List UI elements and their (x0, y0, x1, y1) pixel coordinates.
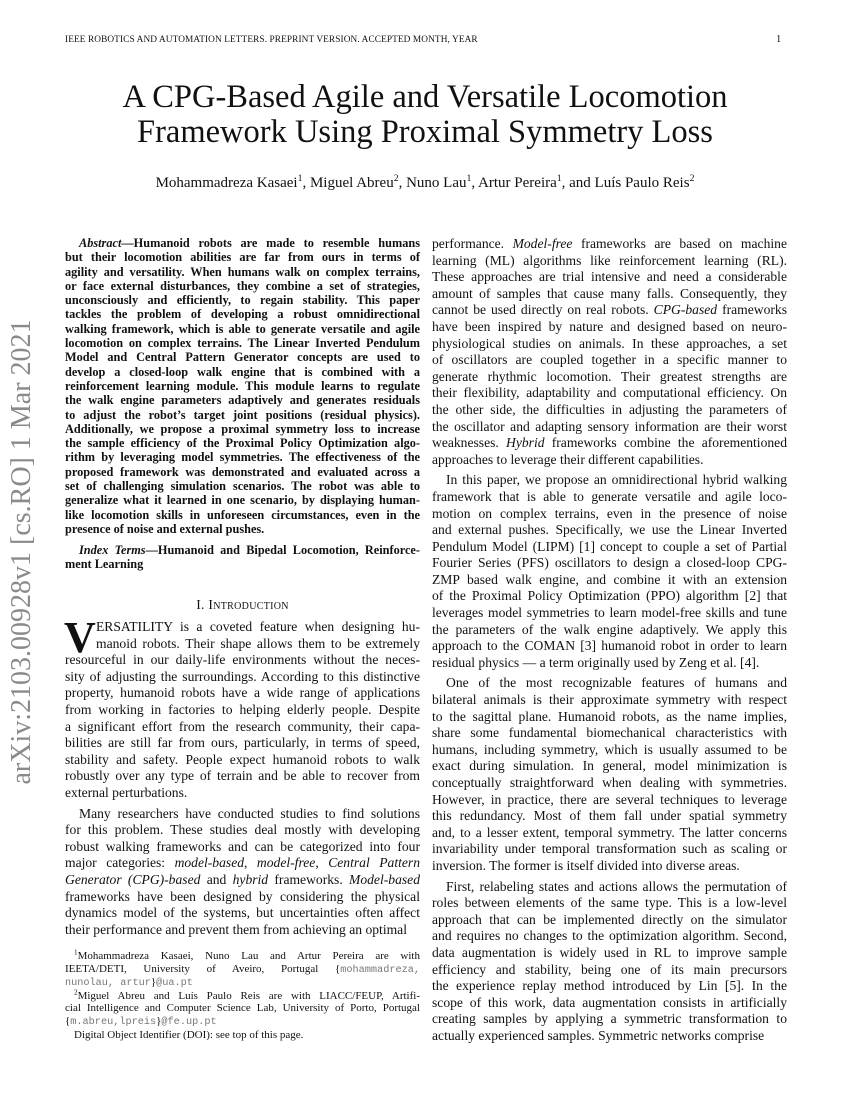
text-line: the walk engine parameters adaptively and generates residuals (65, 393, 420, 408)
text-line: presence of noise and external pushes. (65, 521, 265, 536)
text-line: agility and versatility. When humans walk on complex terrains, (65, 264, 420, 279)
text-line: Generator (CPG)-based and hybrid frameworks. Model-based (65, 871, 420, 887)
intro-paragraph-lines (64, 613, 420, 802)
text-line: of oscillators are coupled together in a specific manner to (432, 352, 787, 368)
text-line: but their locomotion abilities are far from ours in terms of (65, 250, 420, 265)
index-terms-paragraph (65, 543, 420, 572)
text-line: the experience replay method introduced by Lin [5]. In the (432, 978, 787, 994)
body-paragraph (432, 472, 787, 671)
text-line: tackles the problem of developing a robust omnidirectional (65, 307, 420, 322)
superscript: 1 (297, 173, 303, 184)
text-line: inversion. The former is itself divided into diverse areas. (432, 857, 740, 873)
text-line: humans, including symmetry, which is usually assumed to be (432, 741, 787, 757)
text-line: from working in factories to helping elderly people. Despite (65, 701, 420, 717)
text-line: exact during simulation. In general, model minimization is (432, 758, 787, 774)
text-line: rithm by leveraging model symmetries. The effectiveness of the (65, 450, 420, 465)
text-line: Additionally, we propose a proximal symmetry loss to increase (65, 421, 420, 436)
text-line: to adjust the robot’s target joint positions (residual physics). (65, 407, 420, 422)
footnote-affiliation-1 (65, 950, 420, 990)
text-line: invariability under temporal transformation such as scaling or (432, 841, 787, 857)
text-line: However, in practice, there are several techniques to leverage (432, 791, 787, 807)
text-line: These approaches are trial intensive and need a considerable (432, 269, 787, 285)
text-line: ment Learning (65, 557, 144, 572)
text-line: efficiency and stability, being one of its main precursors (432, 961, 787, 977)
text-line: external perturbations. (65, 784, 188, 800)
footnote-affiliation-2 (65, 990, 420, 1029)
text-line: generate rhythmic locomotion. Their greatest strengths are (432, 368, 787, 384)
text-line: sity of adjusting the surroundings. According to this distinctive (65, 668, 420, 684)
text-line: physiological studies on animals. In these approaches, a set (432, 335, 787, 351)
text-line: First, relabeling states and actions allows the permutation of (446, 878, 787, 894)
email-text: @fe.up.pt (161, 1015, 217, 1028)
text-line: and, to a lesser extent, temporal symmetry. The latter concerns (432, 824, 787, 840)
text-line: this redundancy. Most of them fall under spatial symmetry (432, 808, 787, 824)
body-paragraph (432, 879, 787, 1045)
text-line: IEETA/DETI, University of Aveiro, Portugal {mohammadreza, (65, 962, 420, 976)
text-line: scope of this work, data augmentation consists in artificially (432, 994, 787, 1010)
italic-text: hybrid (232, 871, 269, 887)
text-line: creating samples by applying a symmetric transformation to (432, 1011, 787, 1027)
text-line: set of challenging simulation scenarios. The robot was able to (65, 479, 420, 494)
text-line: cial Intelligence and Computer Science Lab, University of Porto, Portugal (65, 1002, 420, 1015)
text-line: to the sagittal plane. Humanoid robots, as the name implies, (432, 708, 787, 724)
email-text: m.abreu,lpreis (70, 1015, 157, 1028)
text-line: unconsciously and efficiently, to regain stability. This paper (65, 293, 420, 308)
italic-text: Model-free (512, 236, 573, 251)
text-line: ZMP based walk engine, and combine it with an extension (432, 571, 787, 587)
text-line: Model and Central Pattern Generator concepts are used to (65, 350, 420, 365)
text-line: proposed framework was demonstrated and evaluated across a (65, 464, 420, 479)
text-line: amount of samples that cause many falls. Consequently, they (432, 285, 787, 301)
text-line: Many researchers have conducted studies to find solutions (79, 805, 420, 821)
paper-title (0, 80, 850, 150)
text-line: major categories: model-based, model-free, Central Pattern (65, 855, 421, 871)
text-line: One of the most recognizable features of humans and (446, 675, 787, 691)
text-line: their flexibility, adaptability and computational efficiency. On (432, 385, 787, 401)
superscript: 2 (393, 173, 399, 184)
intro-paragraph (64, 613, 420, 802)
email-text: @ua.pt (156, 977, 193, 990)
section-heading: I. Introduction (196, 597, 289, 612)
text-line: Abstract—Humanoid robots are made to resemble humans (79, 236, 420, 250)
superscript: 1 (466, 173, 472, 184)
text-line: like locomotion skills in unforeseen circumstances, even in the (65, 507, 420, 522)
text-line: In this paper, we propose an omnidirectional hybrid walking (446, 472, 787, 488)
body-paragraph (432, 675, 787, 874)
text-line: share some fundamental biomechanical characteristics with (432, 725, 787, 741)
text-line: {m.abreu,lpreis}@fe.up.pt (65, 1014, 217, 1028)
text-line: approach to the COMAN [3] humanoid robot in order to learn (432, 638, 787, 654)
text-line: motion on complex terrains, even in the presence of noise (432, 505, 787, 521)
text-line: data augmentation is widely used in RL to improve sample (432, 944, 787, 960)
text-line: weaknesses. Hybrid frameworks combine the aforementioned (432, 435, 788, 451)
text-line: residual physics — a term originally used by Zeng et al. [4]. (432, 654, 760, 670)
footnote-doi (65, 1029, 420, 1042)
text-line: $^2$Miguel Abreu and Luís Paulo Reis are with LIACC/FEUP, Artifi- (74, 988, 420, 1002)
text-line: property, humanoid robots have a wide range of applications (65, 685, 420, 701)
italic-text: CPG-based (653, 302, 718, 318)
text-line: $^1$Mohammadreza Kasaei, Nuno Lau and Artur Pereira are with (74, 948, 420, 962)
title-line: A CPG-Based Agile and Versatile Locomotion (122, 79, 728, 115)
text-line: for this problem. These studies deal mostly with developing (65, 822, 420, 838)
arxiv-stamp: arXiv:2103.00928v1 [cs.RO] 1 Mar 2021 (6, 319, 37, 785)
intro-paragraph (65, 806, 420, 939)
text-line: leverages model symmetries to learn model-free skills and tune (432, 605, 787, 621)
email-text: mohammadreza, (340, 963, 420, 976)
text-line: frameworks have been designed by considering the physical (65, 888, 420, 904)
page-number: 1 (776, 34, 782, 45)
superscript: 1 (74, 948, 78, 957)
text-line: resourceful in our daily-life environments without the neces- (65, 652, 420, 668)
italic-text: Index Terms (79, 543, 146, 557)
text-line: the parameters of the walk engine adaptively. We apply this (432, 621, 787, 637)
text-line: the oscillator and adapting sensory information are their worst (432, 418, 787, 434)
text-line: approaches to leverage their different capabilities. (432, 451, 704, 467)
text-line: stability and safety. People expect humanoid robots to walk (65, 751, 420, 767)
text-line: or face external disturbances, they combine a set of strategies, (65, 278, 420, 293)
text-line: robustly over any type of terrain and be able to recover from (65, 768, 420, 784)
text-line: and requires no changes to the optimization algorithm. Second, (432, 928, 787, 944)
italic-text: Central Pattern (328, 855, 421, 871)
text-line: learning (ML) algorithms like reinforcement learning (RL). (432, 252, 787, 268)
abstract (65, 236, 420, 536)
text-line: Fourier Series (PFS) oscillators to design a closed-loop CPG- (432, 555, 787, 571)
text-line: the other side, the difficulties in adjusting the parameters of (432, 401, 787, 417)
italic-text: Model-based (349, 871, 420, 887)
superscript: 2 (74, 988, 78, 997)
text-line: develop a closed-loop walk engine that is combined with a (65, 364, 420, 379)
text-line: their performance and prevent them from achieving an optimal (65, 921, 407, 937)
text-line: the sample efficiency of the Proximal Policy Optimization algo- (65, 436, 420, 451)
superscript: 1 (556, 173, 562, 184)
text-line: actually experienced samples. Symmetric networks comprise (432, 1027, 765, 1043)
text-line: robust walking frameworks and can be categorized into four (65, 838, 420, 854)
text-line: framework that is able to generate versatile and agile loco- (432, 488, 787, 504)
footnotes (65, 950, 420, 1041)
text-line: cannot be used directly on real robots. CPG-based frameworks (432, 302, 788, 318)
italic-text: Generator (CPG)-based (65, 871, 201, 887)
index-terms (65, 543, 420, 572)
running-head: IEEE ROBOTICS AND AUTOMATION LETTERS. PREPRINT VERSION. ACCEPTED MONTH, YEAR (65, 35, 478, 45)
title-line: Framework Using Proximal Symmetry Loss (137, 114, 713, 150)
text-line: locomotion on complex terrains. The Linear Inverted Pendulum (65, 336, 420, 351)
text-line: generalize what it learned in one scenario, by displaying human- (65, 493, 420, 508)
italic-text: Abstract (79, 236, 122, 250)
text-line: nunolau, artur}@ua.pt (65, 976, 193, 990)
author-list: Mohammadreza Kasaei$^1$, Miguel Abreu$^2$, Nuno Lau$^1$, Artur Pereira$^1$, and Luís Paulo Reis$^2$ (155, 173, 695, 191)
text-line: approach that can be implemented directly on the simulator (432, 911, 787, 927)
right-column-body (432, 236, 787, 1045)
superscript: 2 (689, 173, 695, 184)
abstract-paragraph (65, 236, 420, 536)
introduction-body (64, 613, 421, 938)
text-line: ERSATILITY is a coveted feature when designing hu- (96, 619, 420, 634)
text-line: dynamics model of the systems, but uncertainties often affect (65, 905, 420, 921)
text-line: a significant effort from the research community, their capa- (65, 718, 420, 734)
text-line: of the Proximal Policy Optimization (PPO) algorithm [2] that (432, 588, 787, 604)
text-line: bilities are still far from ours, particularly, in terms of speed, (65, 735, 420, 751)
text-line: and external pushes. Specifically, we use the Linear Inverted (432, 522, 787, 538)
body-paragraph (432, 236, 787, 468)
text-line: conceptually straightforward when dealing with symmetries. (432, 775, 787, 790)
text-line: roles between elements of the same type. This is a low-level (432, 895, 787, 911)
drop-cap: V (64, 613, 96, 662)
text-line: bilateral animals is their approximate symmetry with respect (432, 692, 787, 708)
text-line: Index Terms—Humanoid and Bipedal Locomotion, Reinforce- (79, 543, 420, 557)
italic-text: Hybrid (506, 435, 545, 451)
text-line: reinforcement learning module. This module learns to regulate (65, 378, 420, 393)
italic-text: model-free (256, 855, 316, 871)
italic-text: model-based (174, 855, 245, 871)
text-line: Digital Object Identifier (DOI): see top of this page. (74, 1028, 304, 1041)
text-line: have been inspired by nature and designed based on neuro- (432, 318, 787, 334)
text-line: Pendulum Model (LIPM) [1] concept to couple a set of Partial (432, 538, 787, 554)
text-line: performance. Model-free frameworks are based on machine (432, 236, 787, 251)
text-line: manoid robots. Their shape allows them to be extremely (96, 635, 420, 651)
text-line: walking framework, which is able to generate versatile and agile (65, 321, 420, 336)
email-text: nunolau, artur (65, 977, 151, 990)
